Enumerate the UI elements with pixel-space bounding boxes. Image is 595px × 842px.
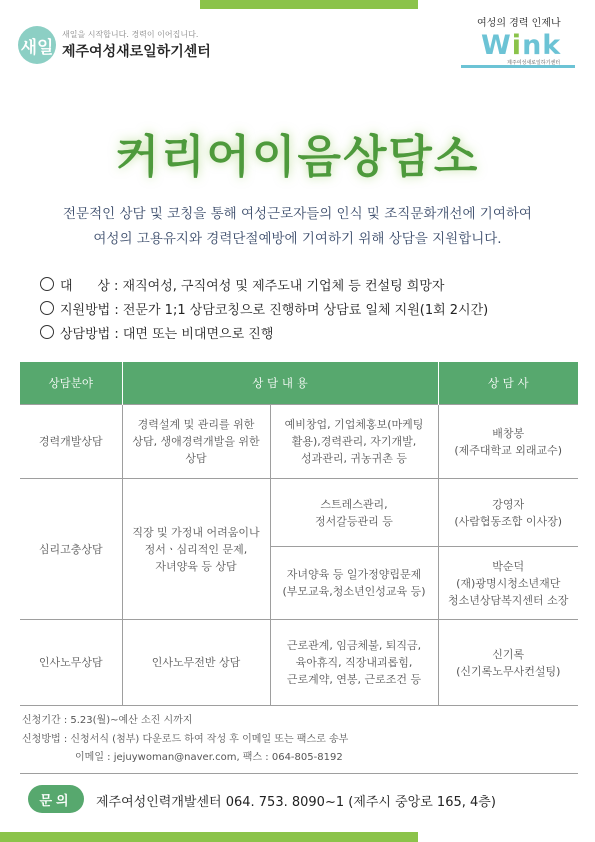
counselor-cell: 박순덕 (재)광명시청소년재단 청소년상담복지센터 소장 xyxy=(438,547,578,620)
content-detail-cell: 예비창업, 기업체홍보(마케팅 활용),경력관리, 자기개발, 성과관리, 귀농귀촌 등 xyxy=(270,405,438,479)
wink-slogan: 여성의 경력 인제나 xyxy=(477,18,561,29)
bullet-text: 지원방법 : 전문가 1;1 상담코칭으로 진행하며 상담료 일체 지원(1회 2시간) xyxy=(60,302,489,318)
intro-line-1: 전문적인 상담 및 코칭을 통해 여성근로자들의 인식 및 조직문화개선에 기여하여 xyxy=(63,206,532,222)
header-content: 상 담 내 용 xyxy=(122,362,438,405)
table-header-row xyxy=(20,362,578,405)
field-cell: 경력개발상담 xyxy=(20,405,122,479)
table-row xyxy=(20,405,578,479)
org-tagline: 새일을 시작합니다. 경력이 이어집니다. xyxy=(62,30,199,39)
field-cell: 심리고충상담 xyxy=(20,479,122,620)
intro-line-2: 여성의 고용유지와 경력단절예방에 기여하기 위해 상담을 지원합니다. xyxy=(93,231,502,247)
content-cell: 경력설계 및 관리를 위한 상담, 생애경력개발을 위한 상담 xyxy=(122,405,270,479)
info-bullets xyxy=(40,272,488,344)
page-title: 커리어이음상담소 xyxy=(115,130,480,183)
inquiry-text: 제주여성인력개발센터 064. 753. 8090~1 (제주시 중앙로 165, 4층) xyxy=(96,795,496,810)
org-name: 제주여성새로일하기센터 xyxy=(62,44,211,60)
bottom-accent-bar xyxy=(0,832,418,842)
counseling-table xyxy=(20,362,578,706)
table-row xyxy=(20,479,578,547)
contact-email-fax: 이메일 : jejuywoman@naver.com, 팩스 : 064-805-8192 xyxy=(75,752,343,763)
bullet-support-method xyxy=(40,296,488,320)
content-detail-cell: 자녀양육 등 일가정양립문제 (부모교육,청소년인성교육 등) xyxy=(270,547,438,620)
counselor-cell: 강영자 (사람협동조합 이사장) xyxy=(438,479,578,547)
inquiry-badge: 문의 xyxy=(28,785,84,813)
bullet-target xyxy=(40,272,488,296)
content-cell: 직장 및 가정내 어려움이나 정서ㆍ심리적인 문제, 자녀양육 등 상담 xyxy=(122,479,270,620)
wink-org-name: 제주여성새로일하기센터 xyxy=(507,60,561,66)
bullet-counsel-method xyxy=(40,320,488,344)
header-counselor: 상 담 사 xyxy=(438,362,578,405)
table-row xyxy=(20,620,578,706)
application-period: 신청기간 : 5.23(월)~예산 소진 시까지 xyxy=(22,715,193,726)
content-detail-cell: 근로관계, 임금체불, 퇴직금, 육아휴직, 직장내괴롭힘, 근로계약, 연봉, 근로조건 등 xyxy=(270,620,438,706)
circle-bullet-icon xyxy=(40,277,54,291)
top-accent-bar xyxy=(200,0,418,9)
org-logo-mark: 새일 xyxy=(18,26,56,64)
bullet-text: 대 상 : 재직여성, 구직여성 및 제주도내 기업체 등 컨설팅 희망자 xyxy=(60,278,445,294)
content-cell: 인사노무전반 상담 xyxy=(122,620,270,706)
application-method: 신청방법 : 신청서식 (첨부) 다운로드 하여 작성 후 이메일 또는 팩스로 송부 xyxy=(22,734,349,745)
counselor-cell: 배창봉 (제주대학교 외래교수) xyxy=(438,405,578,479)
counselor-cell: 신기록 (신기록노무사컨설팅) xyxy=(438,620,578,706)
wink-logo-text: Wink xyxy=(481,30,562,61)
content-detail-cell: 스트레스관리, 정서갈등관리 등 xyxy=(270,479,438,547)
application-info xyxy=(20,703,578,774)
wink-logo xyxy=(455,12,580,74)
circle-bullet-icon xyxy=(40,325,54,339)
circle-bullet-icon xyxy=(40,301,54,315)
org-logo xyxy=(18,26,258,68)
header-field: 상담분야 xyxy=(20,362,122,405)
bullet-text: 상담방법 : 대면 또는 비대면으로 진행 xyxy=(60,326,274,342)
field-cell: 인사노무상담 xyxy=(20,620,122,706)
